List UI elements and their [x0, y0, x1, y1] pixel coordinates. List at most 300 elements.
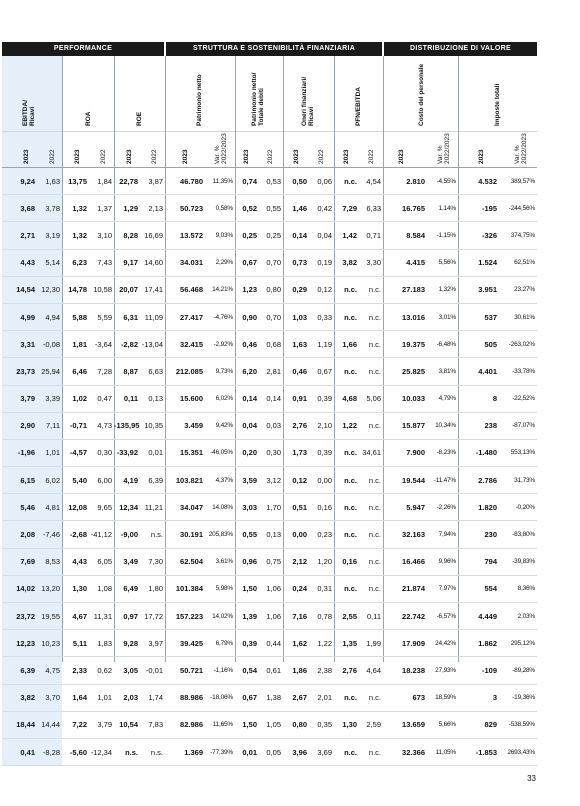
table-row — [2, 548, 537, 575]
table-cell: 1,74 — [140, 684, 165, 711]
table-cell: 0,44 — [259, 630, 283, 657]
table-cell: 4,99 — [2, 303, 37, 330]
table-cell: 2,38 — [309, 657, 334, 684]
table-cell: 6,63 — [140, 358, 165, 385]
table-cell: 5,59 — [89, 303, 114, 330]
table-cell: 15.877 — [383, 412, 427, 439]
table-cell: 673 — [383, 684, 427, 711]
table-cell: 18,44 — [2, 711, 37, 738]
table-cell: 2.810 — [383, 168, 427, 195]
table-cell: 8,36% — [499, 575, 537, 602]
table-cell: 3,87 — [140, 168, 165, 195]
table-cell: 11,21 — [140, 494, 165, 521]
table-cell: 8.584 — [383, 222, 427, 249]
table-cell: 16.765 — [383, 195, 427, 222]
table-cell: 101.384 — [165, 575, 205, 602]
table-cell: 7,11 — [37, 412, 62, 439]
table-cell: 11,35% — [205, 168, 235, 195]
table-cell: 1.524 — [458, 249, 499, 276]
table-cell: 1,29 — [114, 195, 140, 222]
table-cell: 0,00 — [309, 467, 334, 494]
var-label: Var. % 2022/2023 — [514, 133, 528, 164]
table-cell: 5,11 — [62, 630, 89, 657]
table-cell: n.c. — [334, 738, 359, 765]
table-cell: 0,03 — [259, 412, 283, 439]
table-cell: 1,86 — [283, 657, 309, 684]
table-cell: n.c. — [334, 303, 359, 330]
table-cell: 88.986 — [165, 684, 205, 711]
table-cell: 2,76 — [334, 657, 359, 684]
table-row — [2, 439, 537, 466]
table-cell: 4,19 — [114, 467, 140, 494]
table-cell: -3,64 — [89, 331, 114, 358]
table-cell: 23,72 — [2, 603, 37, 630]
table-cell: 0,11 — [114, 385, 140, 412]
table-cell: 8 — [458, 385, 499, 412]
table-cell: 23,73 — [2, 358, 37, 385]
table-cell: 11,65% — [205, 711, 235, 738]
table-cell: 2,59 — [359, 711, 383, 738]
table-cell: 1,83 — [89, 630, 114, 657]
group-header-distribuzione: DISTRIBUZIONE DI VALORE — [384, 42, 537, 56]
table-cell: 3,79 — [2, 385, 37, 412]
table-cell: 10,54 — [114, 711, 140, 738]
table-cell: 46.780 — [165, 168, 205, 195]
table-cell: 537 — [458, 303, 499, 330]
table-cell: 13.572 — [165, 222, 205, 249]
table-cell: 0,19 — [309, 249, 334, 276]
table-cell: 3,68 — [2, 195, 37, 222]
table-cell: 7,29 — [334, 195, 359, 222]
table-cell: 9,73% — [205, 358, 235, 385]
table-cell: n.c. — [359, 738, 383, 765]
table-cell: 3,59 — [235, 467, 259, 494]
table-cell: 1,32 — [62, 195, 89, 222]
table-cell: 3,19 — [37, 222, 62, 249]
table-cell: n.c. — [359, 276, 383, 303]
table-cell: 0,06 — [309, 168, 334, 195]
table-cell: 13.016 — [383, 303, 427, 330]
table-row — [2, 385, 537, 412]
table-row — [2, 331, 537, 358]
table-cell: 17.909 — [383, 630, 427, 657]
metric-label-roe: ROE — [136, 111, 143, 126]
table-cell: -87,07% — [499, 412, 537, 439]
table-cell: 3,39 — [37, 385, 62, 412]
table-cell: -135,95 — [114, 412, 140, 439]
table-cell: 30.191 — [165, 521, 205, 548]
table-cell: 32.415 — [165, 331, 205, 358]
table-row — [2, 657, 537, 684]
table-cell: n.c. — [359, 331, 383, 358]
table-cell: 0,31 — [309, 575, 334, 602]
table-cell: 0,50 — [283, 168, 309, 195]
table-cell: 1,73 — [283, 439, 309, 466]
table-cell: 0,14 — [283, 222, 309, 249]
table-cell: 16.466 — [383, 548, 427, 575]
table-cell: -2,68 — [62, 521, 89, 548]
table-cell: 4,54 — [359, 168, 383, 195]
table-cell: 1,19 — [309, 331, 334, 358]
table-cell: 22,78 — [114, 168, 140, 195]
table-cell: 18.238 — [383, 657, 427, 684]
table-cell: 11,31 — [89, 603, 114, 630]
table-cell: 1,80 — [140, 575, 165, 602]
table-cell: 0,78 — [309, 603, 334, 630]
table-cell: 0,12 — [309, 276, 334, 303]
table-row — [2, 249, 537, 276]
table-cell: 13,75 — [62, 168, 89, 195]
table-cell: 1,70 — [259, 494, 283, 521]
table-cell: 10,35 — [140, 412, 165, 439]
table-cell: 1,03 — [283, 303, 309, 330]
table-cell: 1,23 — [235, 276, 259, 303]
year-label-2022: 2022 — [49, 149, 56, 164]
table-cell: 238 — [458, 412, 499, 439]
table-cell: 17,41 — [140, 276, 165, 303]
table-cell: 1,38 — [259, 684, 283, 711]
year-label-2022: 2022 — [368, 149, 375, 164]
table-cell: 4.401 — [458, 358, 499, 385]
table-cell: -2,92% — [205, 331, 235, 358]
table-cell: 6,20 — [235, 358, 259, 385]
table-cell: 4,64 — [359, 657, 383, 684]
table-cell: -263,02% — [499, 331, 537, 358]
table-cell: 0,14 — [235, 385, 259, 412]
table-cell: 3,69 — [309, 738, 334, 765]
table-row — [2, 630, 537, 657]
table-cell: n.c. — [334, 276, 359, 303]
table-cell: 2,29% — [205, 249, 235, 276]
table-cell: 14,08% — [205, 494, 235, 521]
table-cell: 12,23 — [2, 630, 37, 657]
table-cell: 6,39 — [140, 467, 165, 494]
table-cell: 1,22 — [334, 412, 359, 439]
table-cell: 6,46 — [62, 358, 89, 385]
table-cell: 1.862 — [458, 630, 499, 657]
table-cell: 9,42% — [205, 412, 235, 439]
table-cell: 1,63 — [37, 168, 62, 195]
table-row — [2, 467, 537, 494]
table-cell: n.s. — [114, 738, 140, 765]
table-cell: 1,02 — [62, 385, 89, 412]
table-cell: 1,39 — [235, 603, 259, 630]
table-cell: 0,01 — [235, 738, 259, 765]
table-cell: 4,67 — [62, 603, 89, 630]
table-cell: -11,47% — [427, 467, 458, 494]
table-cell: -4,55% — [427, 168, 458, 195]
table-row — [2, 494, 537, 521]
table-cell: 0,73 — [283, 249, 309, 276]
table-cell: 3,81% — [427, 358, 458, 385]
year-label-2023: 2023 — [74, 149, 81, 164]
table-cell: 0,67 — [235, 684, 259, 711]
table-cell: 1,99 — [359, 630, 383, 657]
table-cell: 56.468 — [165, 276, 205, 303]
table-cell: 0,35 — [309, 711, 334, 738]
table-cell: 1,05 — [259, 711, 283, 738]
table-cell: 3,61% — [205, 548, 235, 575]
table-cell: 10,58 — [89, 276, 114, 303]
table-cell: 0,16 — [309, 494, 334, 521]
table-cell: 7,69 — [2, 548, 37, 575]
table-cell: 8,28 — [114, 222, 140, 249]
table-cell: 4,75 — [37, 657, 62, 684]
table-row — [2, 711, 537, 738]
table-row — [2, 358, 537, 385]
table-cell: 14,78 — [62, 276, 89, 303]
table-cell: 7,28 — [89, 358, 114, 385]
table-cell: 4.449 — [458, 603, 499, 630]
table-cell: -33,78% — [499, 358, 537, 385]
table-cell: -6,57% — [427, 603, 458, 630]
table-cell: 1,08 — [89, 575, 114, 602]
table-cell: 0,13 — [259, 521, 283, 548]
year-label-2023: 2023 — [243, 149, 250, 164]
table-cell: 9,96% — [427, 548, 458, 575]
table-cell: 2,01 — [309, 684, 334, 711]
table-cell: -41,12 — [89, 521, 114, 548]
table-row — [2, 738, 537, 765]
metric-label-roa: ROA — [85, 111, 92, 126]
table-cell: 2,13 — [140, 195, 165, 222]
table-cell: 4,73 — [89, 412, 114, 439]
table-cell: -22,52% — [499, 385, 537, 412]
table-cell: -1,96 — [2, 439, 37, 466]
table-cell: 19.544 — [383, 467, 427, 494]
table-cell: 1,30 — [62, 575, 89, 602]
table-cell: 27,93% — [427, 657, 458, 684]
table-cell: 0,53 — [259, 168, 283, 195]
table-cell: 1,20 — [309, 548, 334, 575]
table-cell: 0,39 — [309, 385, 334, 412]
table-cell: 34.047 — [165, 494, 205, 521]
table-cell: 157.223 — [165, 603, 205, 630]
table-cell: 16,69 — [140, 222, 165, 249]
table-cell: 19,55 — [37, 603, 62, 630]
table-cell: 3,03 — [235, 494, 259, 521]
table-cell: 4,94 — [37, 303, 62, 330]
table-cell: 2,76 — [283, 412, 309, 439]
table-cell: 3 — [458, 684, 499, 711]
table-cell: 2.786 — [458, 467, 499, 494]
table-cell: 2,03 — [114, 684, 140, 711]
table-cell: 4.415 — [383, 249, 427, 276]
table-cell: 0,51 — [283, 494, 309, 521]
year-label-2023: 2023 — [126, 149, 133, 164]
table-cell: 3,82 — [2, 684, 37, 711]
table-cell: 10,34% — [427, 412, 458, 439]
table-cell: 4,37% — [205, 467, 235, 494]
table-cell: 14,02 — [2, 575, 37, 602]
table-cell: 1,64 — [62, 684, 89, 711]
table-cell: 0,30 — [89, 439, 114, 466]
table-cell: 0,58% — [205, 195, 235, 222]
table-cell: 0,30 — [259, 439, 283, 466]
table-cell: 7,16 — [283, 603, 309, 630]
table-cell: 19.375 — [383, 331, 427, 358]
table-cell: n.c. — [334, 521, 359, 548]
table-cell: n.s. — [140, 738, 165, 765]
table-cell: 32.366 — [383, 738, 427, 765]
table-cell: -2,82 — [114, 331, 140, 358]
table-cell: 0,01 — [140, 439, 165, 466]
table-row — [2, 168, 537, 195]
table-cell: 3,70 — [37, 684, 62, 711]
table-cell: 0,80 — [259, 276, 283, 303]
table-cell: n.c. — [359, 358, 383, 385]
table-cell: 1,63 — [283, 331, 309, 358]
table-cell: 7,94% — [427, 521, 458, 548]
table-cell: 3,31 — [2, 331, 37, 358]
table-cell: 1,32 — [62, 222, 89, 249]
table-cell: 0,80 — [283, 711, 309, 738]
group-header-struttura: STRUTTURA E SOSTENIBILITÀ FINANZIARIA — [166, 42, 382, 56]
table-cell: -195 — [458, 195, 499, 222]
table-cell: 3,30 — [359, 249, 383, 276]
table-cell: 5,56% — [427, 249, 458, 276]
table-cell: 13,20 — [37, 575, 62, 602]
table-cell: 12,30 — [37, 276, 62, 303]
table-cell: 1,06 — [259, 575, 283, 602]
table-cell: 829 — [458, 711, 499, 738]
table-cell: -6,48% — [427, 331, 458, 358]
table-cell: -109 — [458, 657, 499, 684]
table-cell: 1,30 — [334, 711, 359, 738]
table-cell: 553,13% — [499, 439, 537, 466]
table-cell: -4,76% — [205, 303, 235, 330]
table-cell: 2,08 — [2, 521, 37, 548]
table-cell: 794 — [458, 548, 499, 575]
table-cell: 0,62 — [89, 657, 114, 684]
table-cell: n.c. — [359, 684, 383, 711]
table-cell: 1,37 — [89, 195, 114, 222]
table-cell: 3,96 — [283, 738, 309, 765]
table-cell: 21.874 — [383, 575, 427, 602]
table-cell: 1,81 — [62, 331, 89, 358]
table-cell: 0,39 — [309, 439, 334, 466]
table-cell: 27.417 — [165, 303, 205, 330]
metric-label-pfn-ebitda: PFN/EBITDA — [355, 87, 362, 126]
table-cell: 0,04 — [235, 412, 259, 439]
year-label-2023: 2023 — [343, 149, 350, 164]
year-label-2022: 2022 — [267, 149, 274, 164]
table-cell: 0,04 — [309, 222, 334, 249]
table-cell: 24,42% — [427, 630, 458, 657]
table-cell: -0,71 — [62, 412, 89, 439]
year-label-2023: 2023 — [293, 149, 300, 164]
table-cell: -46,05% — [205, 439, 235, 466]
table-cell: -33,92 — [114, 439, 140, 466]
table-cell: n.c. — [359, 467, 383, 494]
table-cell: 0,12 — [283, 467, 309, 494]
table-cell: 205,83% — [205, 521, 235, 548]
header-divider — [2, 131, 537, 132]
table-cell: 8,87 — [114, 358, 140, 385]
table-cell: n.c. — [334, 358, 359, 385]
table-cell: n.c. — [359, 494, 383, 521]
table-cell: 1,01 — [89, 684, 114, 711]
table-cell: 6,00 — [89, 467, 114, 494]
table-cell: 27.183 — [383, 276, 427, 303]
table-cell: 15.600 — [165, 385, 205, 412]
year-label-2022: 2022 — [100, 149, 107, 164]
table-cell: 17,72 — [140, 603, 165, 630]
table-cell: -244,56% — [499, 195, 537, 222]
table-row — [2, 222, 537, 249]
table-cell: 4,43 — [2, 249, 37, 276]
table-cell: 4,68 — [334, 385, 359, 412]
table-cell: 0,90 — [235, 303, 259, 330]
table-cell: 0,11 — [359, 603, 383, 630]
table-row — [2, 521, 537, 548]
metric-label-costo-personale: Costo del personale — [418, 63, 425, 126]
table-cell: -538,59% — [499, 711, 537, 738]
table-cell: n.c. — [359, 521, 383, 548]
table-cell: 554 — [458, 575, 499, 602]
table-cell: 5,98% — [205, 575, 235, 602]
table-cell: 0,16 — [334, 548, 359, 575]
table-cell: n.c. — [359, 412, 383, 439]
table-cell: 1,84 — [89, 168, 114, 195]
metric-label-oneri-finanziari: Oneri finanziari/ Ricavi — [301, 76, 315, 126]
table-cell: -8,28 — [37, 738, 62, 765]
table-cell: 2,81 — [259, 358, 283, 385]
table-cell: n.c. — [334, 684, 359, 711]
table-cell: 30,61% — [499, 303, 537, 330]
table-cell: 0,39 — [235, 630, 259, 657]
table-cell: 4.532 — [458, 168, 499, 195]
table-cell: -0,08 — [37, 331, 62, 358]
metric-label-ebitda: EBITDA/ Ricavi — [22, 100, 36, 126]
table-cell: 5,14 — [37, 249, 62, 276]
table-cell: 0,23 — [309, 521, 334, 548]
table-cell: 6,31 — [114, 303, 140, 330]
table-cell: 2,03% — [499, 603, 537, 630]
table-cell: 0,68 — [259, 331, 283, 358]
table-cell: 2,33 — [62, 657, 89, 684]
table-cell: 3,78 — [37, 195, 62, 222]
table-cell: 295,12% — [499, 630, 537, 657]
table-cell: n.c. — [334, 467, 359, 494]
table-cell: 14,44 — [37, 711, 62, 738]
table-cell: -12,34 — [89, 738, 114, 765]
year-label-2023: 2023 — [23, 149, 30, 164]
table-cell: 0,24 — [283, 575, 309, 602]
table-row — [2, 195, 537, 222]
group-header-performance: PERFORMANCE — [2, 42, 164, 56]
table-cell: 1,06 — [259, 603, 283, 630]
table-cell: -13,04 — [140, 331, 165, 358]
table-cell: 5,88 — [62, 303, 89, 330]
table-cell: -9,00 — [114, 521, 140, 548]
table-cell: 2,10 — [309, 412, 334, 439]
table-cell: 1,50 — [235, 711, 259, 738]
table-cell: 6,02 — [37, 467, 62, 494]
table-cell: 0,13 — [140, 385, 165, 412]
table-cell: 25.825 — [383, 358, 427, 385]
table-cell: 0,20 — [235, 439, 259, 466]
table-cell: 32.163 — [383, 521, 427, 548]
table-cell: 1,32% — [427, 276, 458, 303]
table-cell: 18,59% — [427, 684, 458, 711]
table-cell: 5,06 — [359, 385, 383, 412]
metric-label-patrimonio-netto: Patrimonio netto — [196, 74, 203, 126]
table-cell: 2,71 — [2, 222, 37, 249]
table-cell: 7.900 — [383, 439, 427, 466]
indicators-table — [2, 168, 537, 766]
var-label: Var. % 2022/2023 — [214, 133, 228, 164]
